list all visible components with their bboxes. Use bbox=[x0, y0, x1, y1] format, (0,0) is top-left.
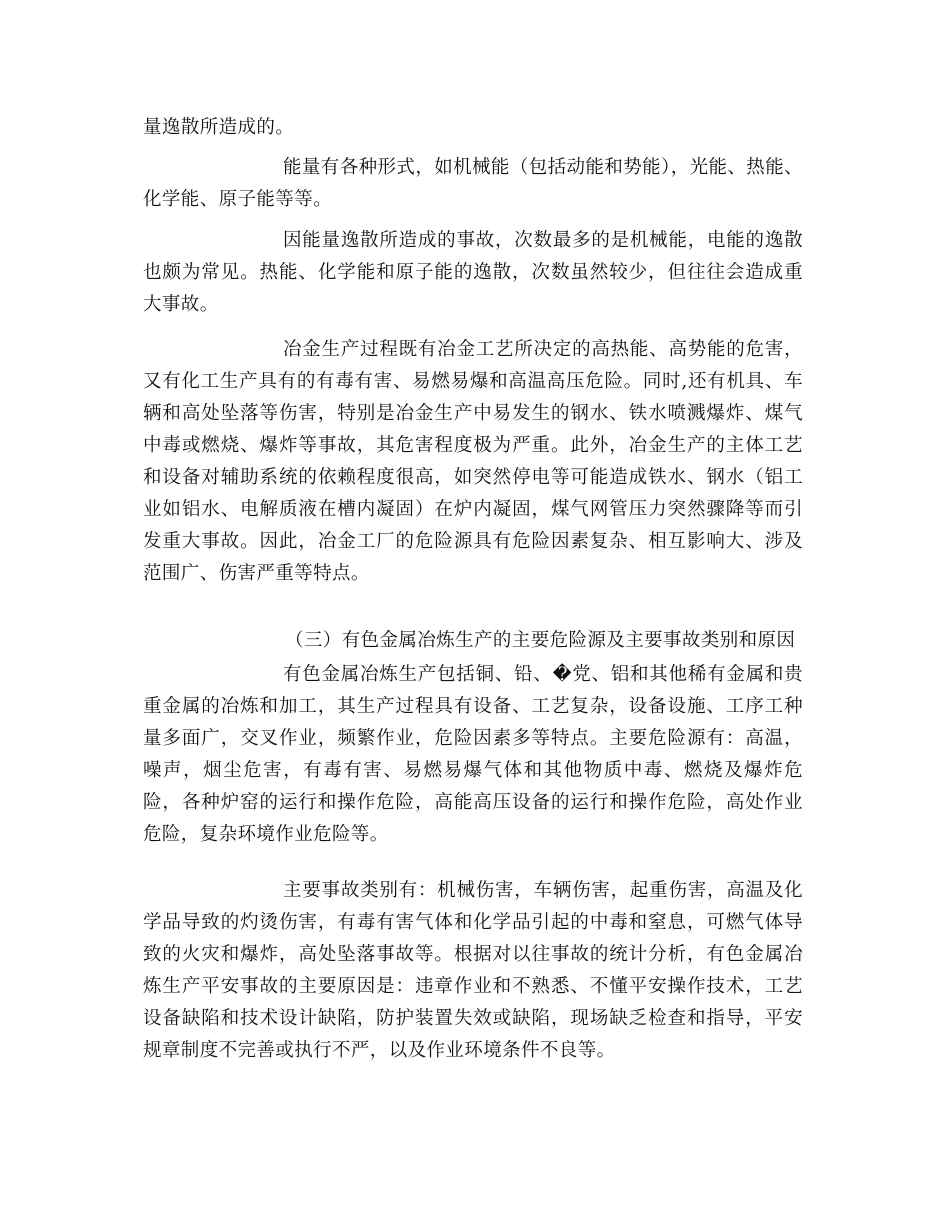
paragraph-2: 能量有各种形式，如机械能（包括动能和势能），光能、热能、化学能、原子能等等。 bbox=[143, 157, 803, 210]
paragraph-1: 量逸散所造成的。 bbox=[143, 117, 295, 138]
paragraph-5: 有色金属冶炼生产包括铜、铅、�党、铝和其他稀有金属和贵重金属的冶炼和加工，其生产过程具有设备、工艺复杂，设备设施、工序工种量多面广，交叉作业，频繁作业，危险因素多等特点。主要危险源有：高温，噪声，烟尘危害，有毒有害、易燃易爆气体和其他物质中毒、燃烧及爆炸危险，各种炉窑的运行和操作危险，高能高压设备的运行和操作危险，高处作业危险，复杂环境作业危险等。 bbox=[143, 664, 803, 845]
section-heading: （三）有色金属冶炼生产的主要危险源及主要事故类别和原因 bbox=[285, 630, 796, 651]
paragraph-4: 冶金生产过程既有冶金工艺所决定的高热能、高势能的危害，又有化工生产具有的有毒有害、易燃易爆和高温高压危险。同时,还有机具、车辆和高处坠落等伤害，特别是冶金生产中易发生的钢水、铁水喷溅爆炸、煤气中毒或燃烧、爆炸等事故，其危害程度极为严重。此外，冶金生产的主体工艺和设备对辅助系统的依赖程度很高，如突然停电等可能造成铁水、钢水（铝工业如铝水、电解质液在槽内凝固）在炉内凝固，煤气网管压力突然骤降等而引发重大事故。因此，冶金工厂的危险源具有危险因素复杂、相互影响大、涉及范围广、伤害严重等特点。 bbox=[143, 339, 803, 584]
paragraph-3: 因能量逸散所造成的事故，次数最多的是机械能，电能的逸散也颇为常见。热能、化学能和原子能的逸散，次数虽然较少，但往往会造成重大事故。 bbox=[143, 230, 803, 315]
paragraph-6: 主要事故类别有：机械伤害，车辆伤害，起重伤害，高温及化学品导致的灼烫伤害，有毒有害气体和化学品引起的中毒和窒息，可燃气体导致的火灾和爆炸，高处坠落事故等。根据对以往事故的统计分析，有色金属冶炼生产平安事故的主要原因是：违章作业和不熟悉、不懂平安操作技术，工艺设备缺陷和技术设计缺陷，防护装置失效或缺陷，现场缺乏检查和指导，平安规章制度不完善或执行不严，以及作业环境条件不良等。 bbox=[143, 880, 803, 1061]
